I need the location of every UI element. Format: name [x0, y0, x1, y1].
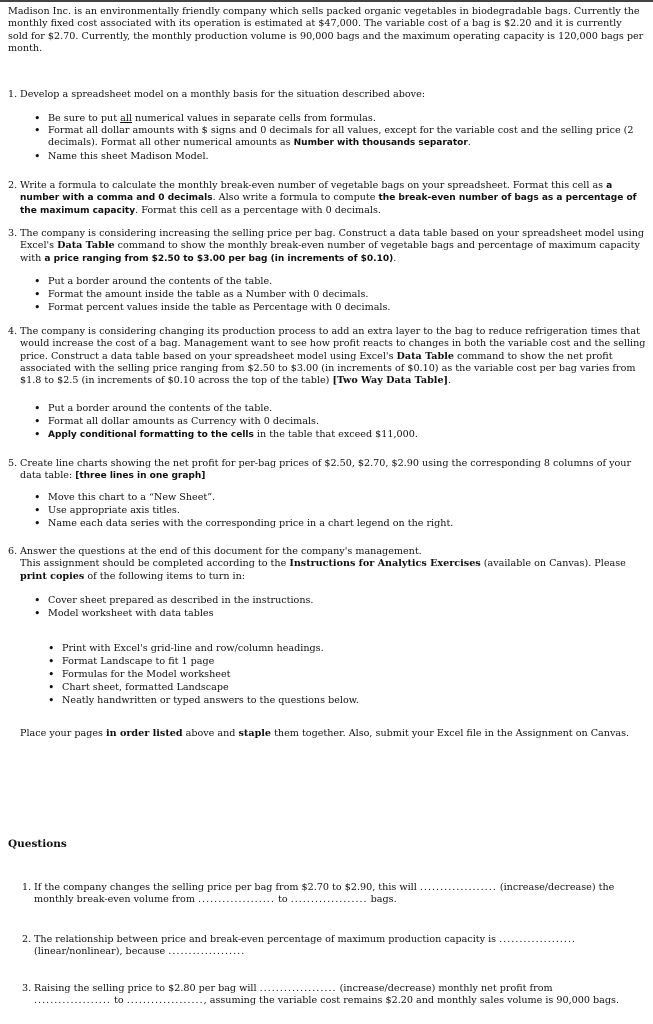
question-2-text: The relationship between price and break-even percentage of maximum production capacity is ...................(linear/nonlinear), because ...................	[34, 934, 577, 958]
task-6-print-bullet-3: • Formulas for the Model worksheet	[48, 668, 648, 681]
task-5-number: 5.	[8, 458, 18, 469]
task-1-bullet-3: • Name this sheet Madison Model.	[34, 150, 634, 163]
question-3-text: Raising the selling price to $2.80 per bag will ................... (increase/decrease) monthly net profit from ................... to ..................., assuming the variable cost remains $2.20 and monthly sales volume is 90,000 bags.	[34, 983, 620, 1007]
questions-heading: Questions	[8, 838, 67, 850]
task-6-print-bullet-5: • Neatly handwritten or typed answers to the questions below.	[48, 694, 648, 707]
task-4-bullets	[34, 402, 634, 442]
task-3-text: The company is considering increasing the selling price per bag. Construct a data table based on your spreadsheet model using Excel's Data Table command to show the monthly break-even number of vegetable bags and percentage of maximum capacity with a price ranging from $2.50 to $3.00 per bag (in increments of $0.10).	[20, 228, 645, 264]
question-3-number: 3.	[22, 983, 32, 994]
question-1-text: If the company changes the selling price per bag from $2.70 to $2.90, this will ................... (increase/decrease) the monthly break-even volume from ................... to ................... bags.	[34, 882, 615, 906]
question-3	[22, 983, 622, 1008]
task-6-bullet-1: • Cover sheet prepared as described in the instructions.	[34, 594, 634, 607]
task-6-print-bullet-1: • Print with Excel's grid-line and row/column headings.	[48, 642, 648, 655]
task-4-text: The company is considering changing its production process to add an extra layer to the bag to reduce refrigeration times that would increase the cost of a bag. Management want to see how profit reacts to changes in both the variable cost and the selling price. Construct a data table based on your spreadsheet model using Excel's Data Table command to show the net profit associated with the selling price ranging from $2.50 to $3.00 (in increments of $0.10) as the variable cost per bag varies from $1.8 to $2.5 (in increments of $0.10 across the top of the table) [Two Way Data Table].	[20, 326, 646, 387]
task-4-bullet-1: • Put a border around the contents of the table.	[34, 402, 634, 415]
task-3-number: 3.	[8, 228, 18, 239]
task-4-bullet-2: • Format all dollar amounts as Currency with 0 decimals.	[34, 415, 634, 428]
task-6-instructions: This assignment should be completed according to the Instructions for Analytics Exercises (available on Canvas). Please print copies of the following items to turn in:	[20, 558, 626, 582]
task-6-line-1: Answer the questions at the end of this document for the company's management.	[20, 546, 422, 557]
task-3-bullet-1: • Put a border around the contents of the table.	[34, 275, 634, 288]
task-2	[8, 180, 648, 217]
task-1-bullets	[34, 112, 634, 163]
task-3-bullet-3: • Format percent values inside the table as Percentage with 0 decimals.	[34, 301, 634, 314]
task-6-closing: Place your pages in order listed above and staple them together. Also, submit your Excel file in the Assignment on Canvas.	[20, 728, 630, 739]
question-1-number: 1.	[22, 882, 32, 893]
task-6-print-bullet-2: • Format Landscape to fit 1 page	[48, 655, 648, 668]
task-3-bullets	[34, 275, 634, 314]
task-4-bullet-3: • Apply conditional formatting to the cells in the table that exceed $11,000.	[34, 428, 634, 442]
question-1	[22, 882, 622, 907]
task-5-bullets	[34, 491, 634, 530]
task-4-number: 4.	[8, 326, 18, 337]
task-6-text	[20, 546, 648, 583]
task-1-number: 1.	[8, 89, 18, 100]
task-2-number: 2.	[8, 180, 18, 191]
task-6	[8, 546, 648, 583]
intro-paragraph: Madison Inc. is an environmentally friendly company which sells packed organic vegetables in biodegradable bags. Currently the monthly fixed cost associated with its operation is estimated at $47,000. The variable cost of a bag is $2.20 and it is currently sold for $2.70. Currently, the monthly production volume is 90,000 bags and the maximum operating capacity is 120,000 bags per month.	[8, 6, 644, 54]
task-5-bullet-3: • Name each data series with the corresponding price in a chart legend on the right.	[34, 517, 634, 530]
task-6-bullet-2: • Model worksheet with data tables	[34, 607, 634, 620]
top-rule	[0, 0, 653, 2]
question-2-number: 2.	[22, 934, 32, 945]
question-2	[22, 934, 622, 959]
task-6-print-bullets	[48, 642, 648, 707]
task-1-bullet-1: • Be sure to put all numerical values in separate cells from formulas.	[34, 112, 634, 125]
task-6-print-bullet-4: • Chart sheet, formatted Landscape	[48, 681, 648, 694]
task-6-bullets	[34, 594, 634, 620]
task-3	[8, 228, 648, 265]
task-1-text: Develop a spreadsheet model on a monthly basis for the situation described above:	[20, 89, 425, 100]
task-3-bullet-2: • Format the amount inside the table as a Number with 0 decimals.	[34, 288, 634, 301]
task-5	[8, 458, 648, 483]
task-5-text: Create line charts showing the net profit for per-bag prices of $2.50, $2.70, $2.90 using the corresponding 8 columns of your data table: [three lines in one graph]	[20, 458, 632, 482]
task-4	[8, 326, 648, 387]
task-5-bullet-2: • Use appropriate axis titles.	[34, 504, 634, 517]
task-6-number: 6.	[8, 546, 18, 557]
task-1	[8, 89, 648, 101]
task-2-text: Write a formula to calculate the monthly break-even number of vegetable bags on your spreadsheet. Format this cell as a number with a comma and 0 decimals. Also write a formula to compute the break-even number of bags as a percentage of the maximum capacity. Format this cell as a percentage with 0 decimals.	[20, 180, 637, 216]
task-5-bullet-1: • Move this chart to a “New Sheet”.	[34, 491, 634, 504]
task-1-bullet-2: • Format all dollar amounts with $ signs and 0 decimals for all values, except for the variable cost and the selling price (2 decimals). Format all other numerical amounts as Number with thousands separator.	[34, 125, 634, 150]
